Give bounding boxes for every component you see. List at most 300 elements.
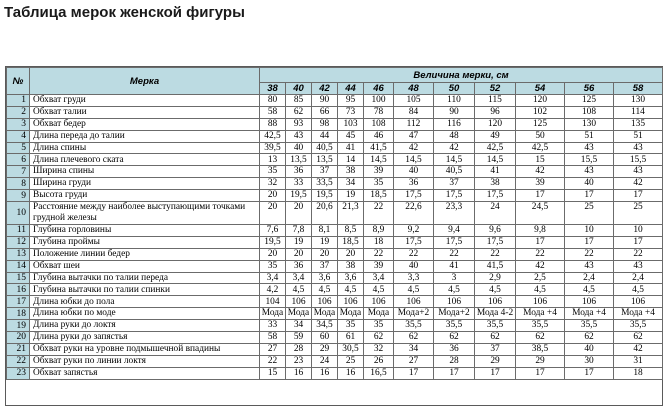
measure-value: Мода — [312, 308, 338, 320]
measure-value: 102 — [516, 106, 565, 118]
measure-value: 34 — [338, 178, 364, 190]
measure-value: 20 — [338, 248, 364, 260]
measure-value: 35,5 — [516, 320, 565, 332]
measure-value: 22 — [475, 248, 516, 260]
measure-value: 103 — [338, 118, 364, 130]
measure-value: 23 — [286, 355, 312, 367]
measure-value: 20 — [286, 248, 312, 260]
measure-value: 43 — [286, 130, 312, 142]
measure-value: 20 — [260, 248, 286, 260]
measure-value: 50 — [516, 130, 565, 142]
measure-value: 9,6 — [475, 225, 516, 237]
measure-value: 93 — [286, 118, 312, 130]
measure-value: 30 — [565, 355, 614, 367]
measure-value: 130 — [565, 118, 614, 130]
measure-value: 24 — [312, 355, 338, 367]
table-row — [7, 343, 663, 355]
measure-value: 15,5 — [565, 154, 614, 166]
measure-value: 43 — [614, 260, 663, 272]
measure-value: 10 — [565, 225, 614, 237]
measure-value: 9,8 — [516, 225, 565, 237]
measure-value: 40 — [394, 260, 434, 272]
measure-value: 27 — [260, 343, 286, 355]
measure-value: 22 — [516, 248, 565, 260]
header-size: 40 — [286, 83, 312, 95]
measure-value: 112 — [394, 118, 434, 130]
measure-value: 8,9 — [364, 225, 394, 237]
measure-value: 96 — [475, 106, 516, 118]
measure-value: 39 — [364, 166, 394, 178]
table-row — [7, 296, 663, 308]
measure-value: 4,5 — [565, 284, 614, 296]
measure-value: 20 — [260, 190, 286, 202]
measure-value: 90 — [312, 95, 338, 107]
measure-value: 22 — [364, 202, 394, 225]
measure-value: 17 — [516, 367, 565, 379]
measure-value: 38 — [338, 166, 364, 178]
measure-value: 84 — [394, 106, 434, 118]
measure-value: 35,5 — [565, 320, 614, 332]
measure-value: 49 — [475, 130, 516, 142]
measure-value: 38,5 — [516, 343, 565, 355]
row-number: 9 — [7, 190, 30, 202]
measure-value: 29 — [475, 355, 516, 367]
row-number: 16 — [7, 284, 30, 296]
measure-value: 95 — [338, 95, 364, 107]
table-row — [7, 178, 663, 190]
measure-value: 3,6 — [312, 272, 338, 284]
measure-value: 43 — [565, 166, 614, 178]
measure-name: Ширина спины — [30, 166, 260, 178]
measure-value: 40 — [565, 178, 614, 190]
measure-name: Глубина проймы — [30, 236, 260, 248]
measure-name: Ширина груди — [30, 178, 260, 190]
measure-value: 17 — [614, 190, 663, 202]
table-row — [7, 225, 663, 237]
measure-value: 106 — [614, 296, 663, 308]
measure-value: 98 — [312, 118, 338, 130]
row-number: 6 — [7, 154, 30, 166]
measure-value: 2,4 — [565, 272, 614, 284]
measure-value: 42 — [614, 178, 663, 190]
measure-value: Мода+2 — [394, 308, 434, 320]
measure-value: 31 — [614, 355, 663, 367]
measure-value: 7,8 — [286, 225, 312, 237]
measure-value: 18,5 — [364, 190, 394, 202]
measure-value: 7,6 — [260, 225, 286, 237]
measure-value: 62 — [434, 332, 475, 344]
measure-value: 14 — [338, 154, 364, 166]
measure-value: 23,3 — [434, 202, 475, 225]
measure-value: 42 — [516, 166, 565, 178]
measure-value: 33 — [286, 178, 312, 190]
measure-value: 62 — [364, 332, 394, 344]
measure-name: Обхват руки на уровне подмышечной впадины — [30, 343, 260, 355]
measure-value: 34,5 — [312, 320, 338, 332]
measure-value: 16 — [312, 367, 338, 379]
row-number: 18 — [7, 308, 30, 320]
measure-value: 110 — [434, 95, 475, 107]
measure-name: Высота груди — [30, 190, 260, 202]
measure-value: 42,5 — [475, 142, 516, 154]
measure-value: 36 — [394, 178, 434, 190]
measure-value: 59 — [286, 332, 312, 344]
measure-value: 33,5 — [312, 178, 338, 190]
measure-value: 25 — [565, 202, 614, 225]
measure-value: 51 — [614, 130, 663, 142]
table-row — [7, 118, 663, 130]
measure-value: 20,6 — [312, 202, 338, 225]
measure-value: 2,4 — [614, 272, 663, 284]
table-row — [7, 142, 663, 154]
measure-value: 28 — [434, 355, 475, 367]
table-row — [7, 308, 663, 320]
measure-value: 18 — [614, 367, 663, 379]
page-title: Таблица мерок женской фигуры — [4, 4, 245, 21]
row-number: 7 — [7, 166, 30, 178]
measure-value: 35 — [364, 320, 394, 332]
table-row — [7, 284, 663, 296]
measure-value: 4,5 — [394, 284, 434, 296]
measure-value: Мода 4-2 — [475, 308, 516, 320]
measurements-table — [6, 67, 663, 380]
row-number: 1 — [7, 95, 30, 107]
measure-value: 10 — [614, 225, 663, 237]
measure-name: Длина руки до локтя — [30, 320, 260, 332]
measure-value: 21,3 — [338, 202, 364, 225]
row-number: 5 — [7, 142, 30, 154]
measure-value: 62 — [286, 106, 312, 118]
measure-value: 4,5 — [286, 284, 312, 296]
row-number: 10 — [7, 202, 30, 225]
measure-value: 2,5 — [516, 272, 565, 284]
measure-value: 40 — [394, 166, 434, 178]
row-number: 13 — [7, 248, 30, 260]
measure-name: Обхват бедер — [30, 118, 260, 130]
header-size: 38 — [260, 83, 286, 95]
measure-value: 30,5 — [338, 343, 364, 355]
measure-value: 80 — [260, 95, 286, 107]
measure-value: 37 — [475, 343, 516, 355]
measure-value: 42 — [394, 142, 434, 154]
measure-value: 3,4 — [364, 272, 394, 284]
measure-value: 4,5 — [434, 284, 475, 296]
header-measure: Мерка — [30, 68, 260, 95]
measure-value: 106 — [312, 296, 338, 308]
measure-value: 17,5 — [475, 190, 516, 202]
measure-value: 43 — [614, 166, 663, 178]
table-row — [7, 202, 663, 225]
measure-value: 108 — [364, 118, 394, 130]
measure-value: 106 — [338, 296, 364, 308]
measurements-table-frame — [5, 66, 663, 406]
measure-value: 17 — [394, 367, 434, 379]
measure-value: 62 — [475, 332, 516, 344]
measure-value: 42 — [434, 142, 475, 154]
measure-value: 40,5 — [434, 166, 475, 178]
measure-value: 29 — [312, 343, 338, 355]
measure-value: 17 — [614, 236, 663, 248]
header-sizes-caption: Величина мерки, см — [260, 68, 663, 83]
measure-value: 41 — [434, 260, 475, 272]
measure-value: 106 — [565, 296, 614, 308]
measure-value: 58 — [260, 332, 286, 344]
measure-value: 16,5 — [364, 367, 394, 379]
measure-value: 73 — [338, 106, 364, 118]
measure-name: Длина юбки до пола — [30, 296, 260, 308]
header-size: 52 — [475, 83, 516, 95]
measure-value: 4,5 — [614, 284, 663, 296]
measure-value: 15 — [260, 367, 286, 379]
measure-value: 17 — [475, 367, 516, 379]
measure-value: 3,6 — [338, 272, 364, 284]
row-number: 21 — [7, 343, 30, 355]
measure-value: 42,5 — [260, 130, 286, 142]
measure-value: 4,5 — [475, 284, 516, 296]
measure-value: 17 — [434, 367, 475, 379]
header-size: 46 — [364, 83, 394, 95]
measure-value: Мода — [338, 308, 364, 320]
measure-value: 43 — [565, 260, 614, 272]
measure-value: 9,2 — [394, 225, 434, 237]
header-size: 42 — [312, 83, 338, 95]
measure-value: 42 — [516, 260, 565, 272]
measure-value: 19 — [312, 236, 338, 248]
measure-value: 130 — [614, 95, 663, 107]
measure-value: 35 — [338, 320, 364, 332]
measure-value: 35 — [260, 260, 286, 272]
measure-value: 48 — [434, 130, 475, 142]
measure-value: 100 — [364, 95, 394, 107]
measure-value: 17 — [565, 367, 614, 379]
measure-value: 58 — [260, 106, 286, 118]
row-number: 12 — [7, 236, 30, 248]
measure-value: 41,5 — [364, 142, 394, 154]
measure-value: 15,5 — [614, 154, 663, 166]
measure-value: 19 — [338, 190, 364, 202]
row-number: 14 — [7, 260, 30, 272]
measure-name: Длина руки до запястья — [30, 332, 260, 344]
row-number: 23 — [7, 367, 30, 379]
table-row — [7, 248, 663, 260]
measure-value: 19 — [286, 236, 312, 248]
measure-value: 14,5 — [434, 154, 475, 166]
row-number: 19 — [7, 320, 30, 332]
header-size: 48 — [394, 83, 434, 95]
measure-value: 120 — [475, 118, 516, 130]
measure-value: 36 — [286, 166, 312, 178]
measure-value: 62 — [565, 332, 614, 344]
measure-name: Обхват груди — [30, 95, 260, 107]
measure-value: 8,1 — [312, 225, 338, 237]
measure-name: Расстояние между наиболее выступающими точками грудной железы — [30, 202, 260, 225]
table-row — [7, 272, 663, 284]
measure-value: 88 — [260, 118, 286, 130]
measure-value: 28 — [286, 343, 312, 355]
header-size: 56 — [565, 83, 614, 95]
measure-value: 17,5 — [434, 190, 475, 202]
measure-value: 14,5 — [394, 154, 434, 166]
measure-value: 18,5 — [338, 236, 364, 248]
measure-value: 22 — [434, 248, 475, 260]
table-row — [7, 260, 663, 272]
measure-value: 41 — [338, 142, 364, 154]
measure-value: 34 — [394, 343, 434, 355]
table-row — [7, 130, 663, 142]
measure-value: 40,5 — [312, 142, 338, 154]
measure-value: 16 — [286, 367, 312, 379]
measure-value: Мода +4 — [614, 308, 663, 320]
table-row — [7, 95, 663, 107]
measure-value: 62 — [614, 332, 663, 344]
measure-value: 42 — [614, 343, 663, 355]
header-size: 54 — [516, 83, 565, 95]
measure-value: 4,2 — [260, 284, 286, 296]
measure-value: 3,3 — [394, 272, 434, 284]
header-size: 50 — [434, 83, 475, 95]
measure-value: 62 — [516, 332, 565, 344]
row-number: 17 — [7, 296, 30, 308]
measure-value: 25 — [614, 202, 663, 225]
measure-value: 22 — [260, 355, 286, 367]
measure-value: 8,5 — [338, 225, 364, 237]
measure-value: 39,5 — [260, 142, 286, 154]
measure-value: 125 — [565, 95, 614, 107]
measure-value: 3 — [434, 272, 475, 284]
measure-value: 19,5 — [286, 190, 312, 202]
table-row — [7, 236, 663, 248]
measure-value: 51 — [565, 130, 614, 142]
measure-value: 9,4 — [434, 225, 475, 237]
measure-value: 15 — [516, 154, 565, 166]
measure-value: 39 — [516, 178, 565, 190]
measure-value: 22,6 — [394, 202, 434, 225]
measure-name: Длина переда до талии — [30, 130, 260, 142]
table-row — [7, 320, 663, 332]
measure-value: 19,5 — [312, 190, 338, 202]
measure-value: 24,5 — [516, 202, 565, 225]
measure-value: 17 — [516, 236, 565, 248]
measure-value: 37 — [312, 260, 338, 272]
measure-value: 17 — [565, 236, 614, 248]
measure-value: 115 — [475, 95, 516, 107]
measure-value: 45 — [338, 130, 364, 142]
measure-value: 4,5 — [312, 284, 338, 296]
measure-value: 32 — [260, 178, 286, 190]
measure-value: 29 — [516, 355, 565, 367]
measure-value: 38 — [338, 260, 364, 272]
measure-value: 106 — [516, 296, 565, 308]
measure-value: 38 — [475, 178, 516, 190]
table-row — [7, 106, 663, 118]
measure-value: 41 — [475, 166, 516, 178]
measure-value: 20 — [260, 202, 286, 225]
measure-value: 41,5 — [475, 260, 516, 272]
measure-value: 17,5 — [434, 236, 475, 248]
measure-value: 62 — [394, 332, 434, 344]
measure-name: Длина спины — [30, 142, 260, 154]
table-row — [7, 190, 663, 202]
measure-value: Мода — [260, 308, 286, 320]
measure-value: 13,5 — [312, 154, 338, 166]
row-number: 2 — [7, 106, 30, 118]
measure-value: 40 — [286, 142, 312, 154]
row-number: 20 — [7, 332, 30, 344]
measure-name: Обхват талии — [30, 106, 260, 118]
measure-name: Положение линии бедер — [30, 248, 260, 260]
measure-value: 44 — [312, 130, 338, 142]
measure-value: 32 — [364, 343, 394, 355]
table-row — [7, 332, 663, 344]
measure-value: 135 — [614, 118, 663, 130]
row-number: 15 — [7, 272, 30, 284]
measure-value: 114 — [614, 106, 663, 118]
measure-value: 17,5 — [475, 236, 516, 248]
measure-value: 22 — [364, 248, 394, 260]
measure-value: 36 — [434, 343, 475, 355]
measure-value: 60 — [312, 332, 338, 344]
measure-value: 104 — [260, 296, 286, 308]
row-number: 3 — [7, 118, 30, 130]
measure-value: 35,5 — [475, 320, 516, 332]
measure-name: Глубина вытачки по талии спинки — [30, 284, 260, 296]
measure-value: 14,5 — [364, 154, 394, 166]
measure-value: 106 — [364, 296, 394, 308]
measure-name: Обхват шеи — [30, 260, 260, 272]
measure-value: 22 — [565, 248, 614, 260]
measure-value: 19,5 — [260, 236, 286, 248]
measure-value: 40 — [565, 343, 614, 355]
measure-value: 78 — [364, 106, 394, 118]
measure-name: Глубина вытачки по талии переда — [30, 272, 260, 284]
measure-value: 37 — [312, 166, 338, 178]
header-num: № — [7, 68, 30, 95]
measure-value: 85 — [286, 95, 312, 107]
measure-name: Обхват руки по линии локтя — [30, 355, 260, 367]
row-number: 22 — [7, 355, 30, 367]
measure-name: Обхват запястья — [30, 367, 260, 379]
measure-value: 17 — [516, 190, 565, 202]
measure-value: 17,5 — [394, 190, 434, 202]
measure-value: 35,5 — [394, 320, 434, 332]
measure-value: 16 — [338, 367, 364, 379]
measure-value: 43 — [614, 142, 663, 154]
measure-value: 106 — [475, 296, 516, 308]
measure-value: 24 — [475, 202, 516, 225]
measure-value: 46 — [364, 130, 394, 142]
table-row — [7, 355, 663, 367]
measure-value: 17 — [565, 190, 614, 202]
measure-value: 66 — [312, 106, 338, 118]
measure-value: 22 — [614, 248, 663, 260]
measure-name: Длина юбки по моде — [30, 308, 260, 320]
measure-value: 61 — [338, 332, 364, 344]
measure-value: 108 — [565, 106, 614, 118]
measure-value: 47 — [394, 130, 434, 142]
measure-name: Глубина горловины — [30, 225, 260, 237]
measure-value: 35,5 — [434, 320, 475, 332]
measure-value: 35,5 — [614, 320, 663, 332]
measure-name: Длина плечевого ската — [30, 154, 260, 166]
measure-value: 20 — [286, 202, 312, 225]
measure-value: Мода — [286, 308, 312, 320]
measure-value: 106 — [394, 296, 434, 308]
table-row — [7, 154, 663, 166]
measure-value: 105 — [394, 95, 434, 107]
measure-value: 36 — [286, 260, 312, 272]
row-number: 4 — [7, 130, 30, 142]
measure-value: 39 — [364, 260, 394, 272]
